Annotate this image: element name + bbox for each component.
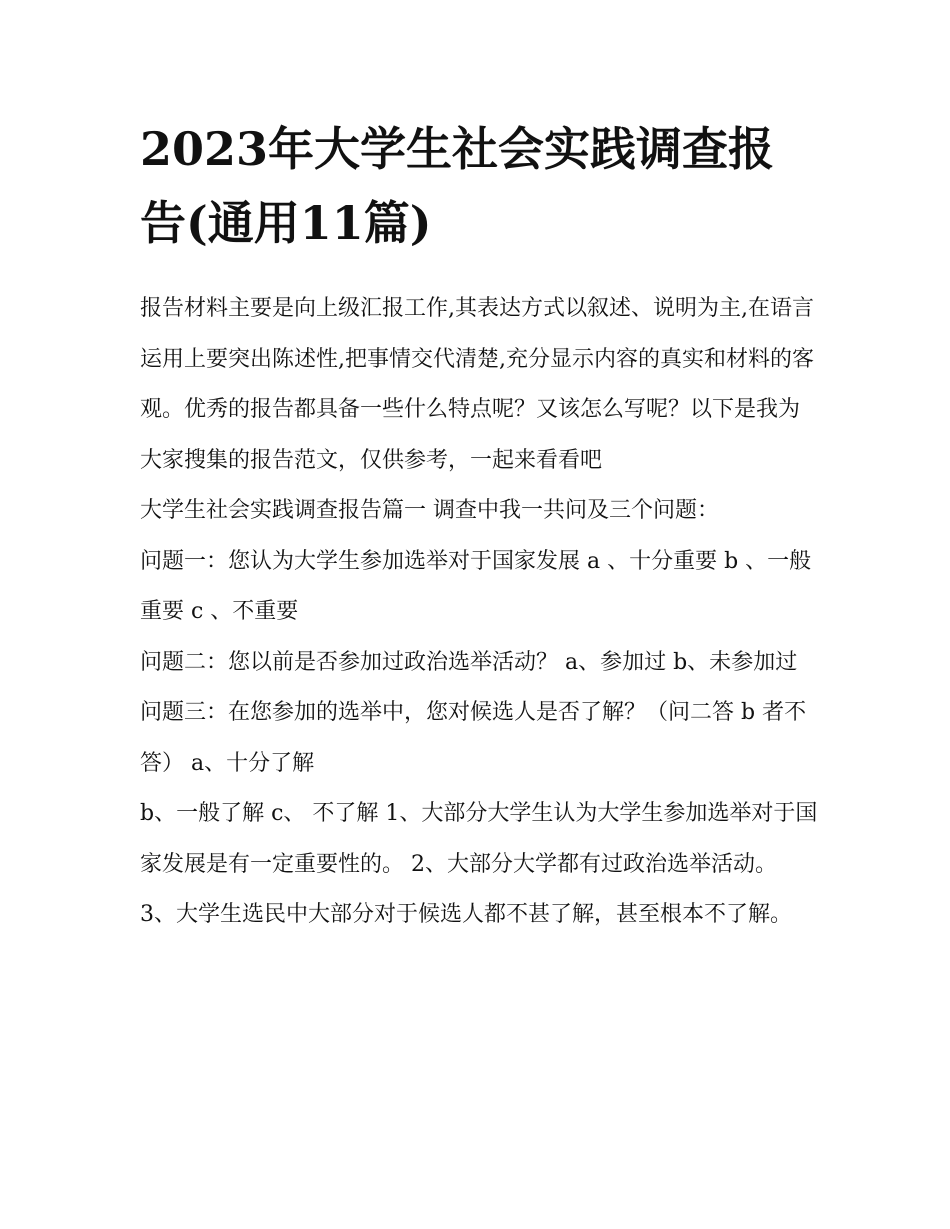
paragraph-question-one: 问题一：您认为大学生参加选举对于国家发展 a 、十分重要 b 、一般重要 c 、不重要 bbox=[140, 548, 812, 624]
paragraph-question-two-three: 问题二：您以前是否参加过政治选举活动？ a、参加过 b、未参加过 问题三：在您参加的选举中，您对候选人是否了解？（问二答 b 者不答） a、十分了解 bbox=[140, 649, 807, 776]
paragraph-intro: 报告材料主要是向上级汇报工作,其表达方式以叙述、说明为主,在语言运用上要突出陈述性,把事情交代清楚,充分显示内容的真实和材料的客观。优秀的报告都具备一些什么特点呢？又该怎么写呢？以下是我为大家搜集的报告范文，仅供参考，一起来看看吧 bbox=[140, 296, 814, 473]
paragraph-survey-intro: 大学生社会实践调查报告篇一 调查中我一共问及三个问题： bbox=[140, 498, 719, 523]
document-page bbox=[140, 112, 820, 941]
paragraph-findings: b、一般了解 c、 不了解 1、大部分大学生认为大学生参加选举对于国家发展是有一定重要性的。 2、大部分大学都有过政治选举活动。 bbox=[140, 801, 818, 877]
document-title: 2023年大学生社会实践调查报告(通用11篇) bbox=[140, 122, 775, 250]
document-body bbox=[140, 284, 820, 941]
paragraph-finding-three: 3、大学生选民中大部分对于候选人都不甚了解，甚至根本不了解。 bbox=[140, 902, 792, 927]
